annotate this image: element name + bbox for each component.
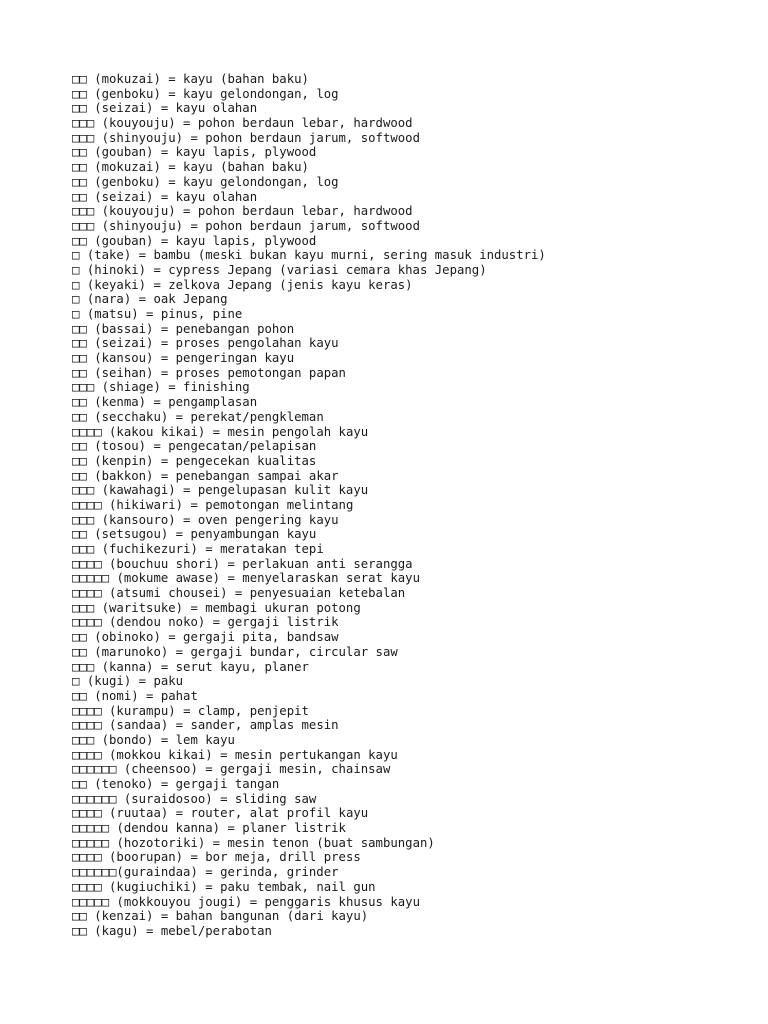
japanese-term: □□ [72,101,87,116]
term-definition: (tenoko) = gergaji tangan [94,777,280,791]
japanese-term: □□ [72,174,87,189]
glossary-entry [72,880,546,895]
term-definition: (setsugou) = penyambungan kayu [94,527,317,542]
term-definition: (tosou) = pengecatan/pelapisan [94,439,317,454]
japanese-term: □□ [72,321,87,336]
glossary-entry [72,439,546,454]
term-definition: (mokume awase) = menyelaraskan serat kayu [116,571,420,586]
glossary-entry [72,219,546,234]
japanese-term: □□□ [72,483,95,498]
term-definition: (fuchikezuri) = meratakan tepi [101,542,324,556]
japanese-term: □□ [72,453,87,468]
japanese-term: □□ [72,468,87,483]
glossary-entry [72,909,546,924]
glossary-entry [72,483,546,498]
japanese-term: □□□□ [72,497,102,512]
glossary-entry [72,410,546,425]
glossary-entry [72,718,546,733]
japanese-term: □□ [72,688,87,703]
term-definition: (keyaki) = zelkova Jepang (jenis kayu keras) [86,277,413,292]
japanese-term: □□□□ [72,850,102,865]
term-definition: (marunoko) = gergaji bundar, circular saw [94,644,398,659]
glossary-entry [72,425,546,440]
term-definition: (genboku) = kayu gelondongan, log [94,86,339,101]
japanese-term: □□ [72,527,87,542]
japanese-term: □ [72,277,80,292]
glossary-entry [72,806,546,821]
term-definition: (kansou) = pengeringan kayu [94,351,295,366]
glossary-entry [72,131,546,146]
japanese-term: □□□ [72,600,95,615]
japanese-term: □□□ [72,130,95,145]
glossary-entry [72,924,546,939]
term-definition: (nomi) = pahat [94,688,198,703]
japanese-term: □ [72,674,80,689]
term-definition: (shinyouju) = pohon berdaun jarum, softwood [101,218,420,233]
glossary-entry [72,586,546,601]
term-definition: (bouchuu shori) = perlakuan anti serangga [109,556,413,571]
japanese-term: □□□□ [72,556,102,571]
term-definition: (hozotoriki) = mesin tenon (buat sambungan) [116,835,435,850]
term-definition: (kanna) = serut kayu, planer [101,659,309,674]
japanese-term: □□□□□ [72,571,110,586]
glossary-entry [72,278,546,293]
term-definition: (bondo) = lem kayu [101,732,235,747]
glossary-entry [72,777,546,792]
japanese-term: □ [72,248,80,263]
glossary-entry [72,351,546,366]
glossary-entry [72,145,546,160]
glossary-entry [72,527,546,542]
glossary-entry [72,557,546,572]
term-definition: (kansouro) = oven pengering kayu [101,512,339,527]
term-definition: (kenma) = pengamplasan [94,395,258,410]
japanese-term: □□□□□ [72,835,110,850]
japanese-term: □□ [72,72,87,86]
glossary-entry [72,190,546,205]
term-definition: (kakou kikai) = mesin pengolah kayu [109,424,369,439]
japanese-term: □□□□□ [72,894,110,909]
glossary-entry [72,850,546,865]
term-definition: (seihan) = proses pemotongan papan [94,365,346,380]
term-definition: (kurampu) = clamp, penjepit [109,703,309,718]
glossary-entry [72,469,546,484]
glossary-entry [72,571,546,586]
term-definition: (kouyouju) = pohon berdaun lebar, hardwood [101,116,413,131]
glossary-entry [72,836,546,851]
japanese-term: □□□□□□ [72,762,117,777]
glossary-entry [72,660,546,675]
term-definition: (hikiwari) = pemotongan melintang [109,497,354,512]
term-definition: (mokuzai) = kayu (bahan baku) [94,72,309,86]
glossary-entry [72,689,546,704]
term-definition: (seizai) = proses pengolahan kayu [94,336,339,351]
glossary-entry [72,498,546,513]
glossary-entry [72,748,546,763]
japanese-term: □□ [72,395,87,410]
glossary-entry [72,116,546,131]
glossary-entry [72,336,546,351]
japanese-term: □□□□ [72,747,102,762]
glossary-entry [72,542,546,557]
term-definition: (genboku) = kayu gelondongan, log [94,174,339,189]
glossary-entry [72,895,546,910]
japanese-term: □□ [72,365,87,380]
term-definition: (boorupan) = bor meja, drill press [109,850,361,865]
term-definition: (suraidosoo) = sliding saw [123,791,317,806]
term-definition: (kenpin) = pengecekan kualitas [94,453,317,468]
japanese-term: □□□□ [72,586,102,601]
japanese-term: □□ [72,644,87,659]
term-definition: (atsumi chousei) = penyesuaian ketebalan [109,586,406,601]
term-definition: (guraindaa) = gerinda, grinder [116,865,339,880]
glossary-entry [72,630,546,645]
japanese-term: □□ [72,336,87,351]
term-definition: (mokkou kikai) = mesin pertukangan kayu [109,747,398,762]
glossary-entry [72,865,546,880]
glossary-entry [72,175,546,190]
glossary-entry [72,454,546,469]
japanese-term: □□□ [72,542,95,556]
japanese-term: □□□□ [72,718,102,733]
glossary-entry [72,366,546,381]
japanese-term: □□ [72,923,87,938]
japanese-term: □□□□□□ [72,865,117,880]
japanese-term: □□□ [72,380,95,395]
japanese-term: □□ [72,351,87,366]
glossary-entry [72,263,546,278]
japanese-term: □ [72,292,80,307]
term-definition: (matsu) = pinus, pine [86,307,243,321]
japanese-term: □□□ [72,732,95,747]
term-definition: (dendou noko) = gergaji listrik [109,615,339,630]
term-definition: (mokuzai) = kayu (bahan baku) [94,160,309,175]
term-definition: (bassai) = penebangan pohon [94,321,295,336]
japanese-term: □□□ [72,218,95,233]
glossary-entry [72,762,546,777]
japanese-term: □□□ [72,204,95,219]
glossary-entry [72,821,546,836]
glossary-entry [72,733,546,748]
term-definition: (waritsuke) = membagi ukuran potong [101,600,361,615]
glossary-entry [72,101,546,116]
glossary-entry [72,87,546,102]
japanese-term: □□□□□ [72,821,110,836]
term-definition: (obinoko) = gergaji pita, bandsaw [94,630,339,645]
term-definition: (dendou kanna) = planer listrik [116,821,346,836]
japanese-term: □□□ [72,659,95,674]
term-definition: (take) = bambu (meski bukan kayu murni, sering masuk industri) [86,248,546,263]
term-definition: (kugi) = paku [86,674,184,689]
glossary-entry [72,322,546,337]
term-definition: (ruutaa) = router, alat profil kayu [109,806,369,821]
glossary-entry [72,792,546,807]
japanese-term: □□□□ [72,615,102,630]
term-definition: (secchaku) = perekat/pengkleman [94,409,324,424]
glossary-entry [72,204,546,219]
japanese-term: □□ [72,777,87,791]
glossary-entry [72,674,546,689]
japanese-term: □□□ [72,116,95,131]
term-definition: (kawahagi) = pengelupasan kulit kayu [101,483,369,498]
japanese-term: □□□□ [72,879,102,894]
term-definition: (shiage) = finishing [101,380,250,395]
term-definition: (nara) = oak Jepang [86,292,228,307]
glossary-entry [72,513,546,528]
term-definition: (kagu) = mebel/perabotan [94,923,272,938]
term-definition: (shinyouju) = pohon berdaun jarum, softwood [101,130,420,145]
japanese-term: □□ [72,630,87,645]
term-definition: (seizai) = kayu olahan [94,189,258,204]
japanese-term: □□□□□□ [72,791,117,806]
term-definition: (cheensoo) = gergaji mesin, chainsaw [123,762,391,777]
term-definition: (kugiuchiki) = paku tembak, nail gun [109,879,376,894]
term-definition: (mokkouyou jougi) = penggaris khusus kayu [116,894,420,909]
japanese-term: □□ [72,409,87,424]
glossary-entry [72,704,546,719]
japanese-term: □□□□ [72,424,102,439]
term-definition: (bakkon) = penebangan sampai akar [94,468,339,483]
term-definition: (kenzai) = bahan bangunan (dari kayu) [94,909,369,924]
glossary-entry [72,395,546,410]
glossary-list [72,72,546,939]
japanese-term: □□ [72,909,87,924]
japanese-term: □□ [72,189,87,204]
term-definition: (gouban) = kayu lapis, plywood [94,233,317,248]
glossary-entry [72,234,546,249]
japanese-term: □□□□ [72,703,102,718]
japanese-term: □ [72,307,80,321]
japanese-term: □□ [72,160,87,175]
japanese-term: □□ [72,145,87,160]
glossary-entry [72,601,546,616]
japanese-term: □□ [72,439,87,454]
glossary-entry [72,615,546,630]
japanese-term: □□□□ [72,806,102,821]
term-definition: (gouban) = kayu lapis, plywood [94,145,317,160]
glossary-entry [72,248,546,263]
term-definition: (seizai) = kayu olahan [94,101,258,116]
japanese-term: □□□ [72,512,95,527]
glossary-entry [72,307,546,322]
term-definition: (sandaa) = sander, amplas mesin [109,718,339,733]
glossary-entry [72,160,546,175]
term-definition: (hinoki) = cypress Jepang (variasi cemara khas Jepang) [86,262,487,277]
glossary-entry [72,380,546,395]
japanese-term: □ [72,262,80,277]
glossary-entry [72,645,546,660]
term-definition: (kouyouju) = pohon berdaun lebar, hardwood [101,204,413,219]
japanese-term: □□ [72,86,87,101]
glossary-entry [72,72,546,87]
japanese-term: □□ [72,233,87,248]
glossary-entry [72,292,546,307]
